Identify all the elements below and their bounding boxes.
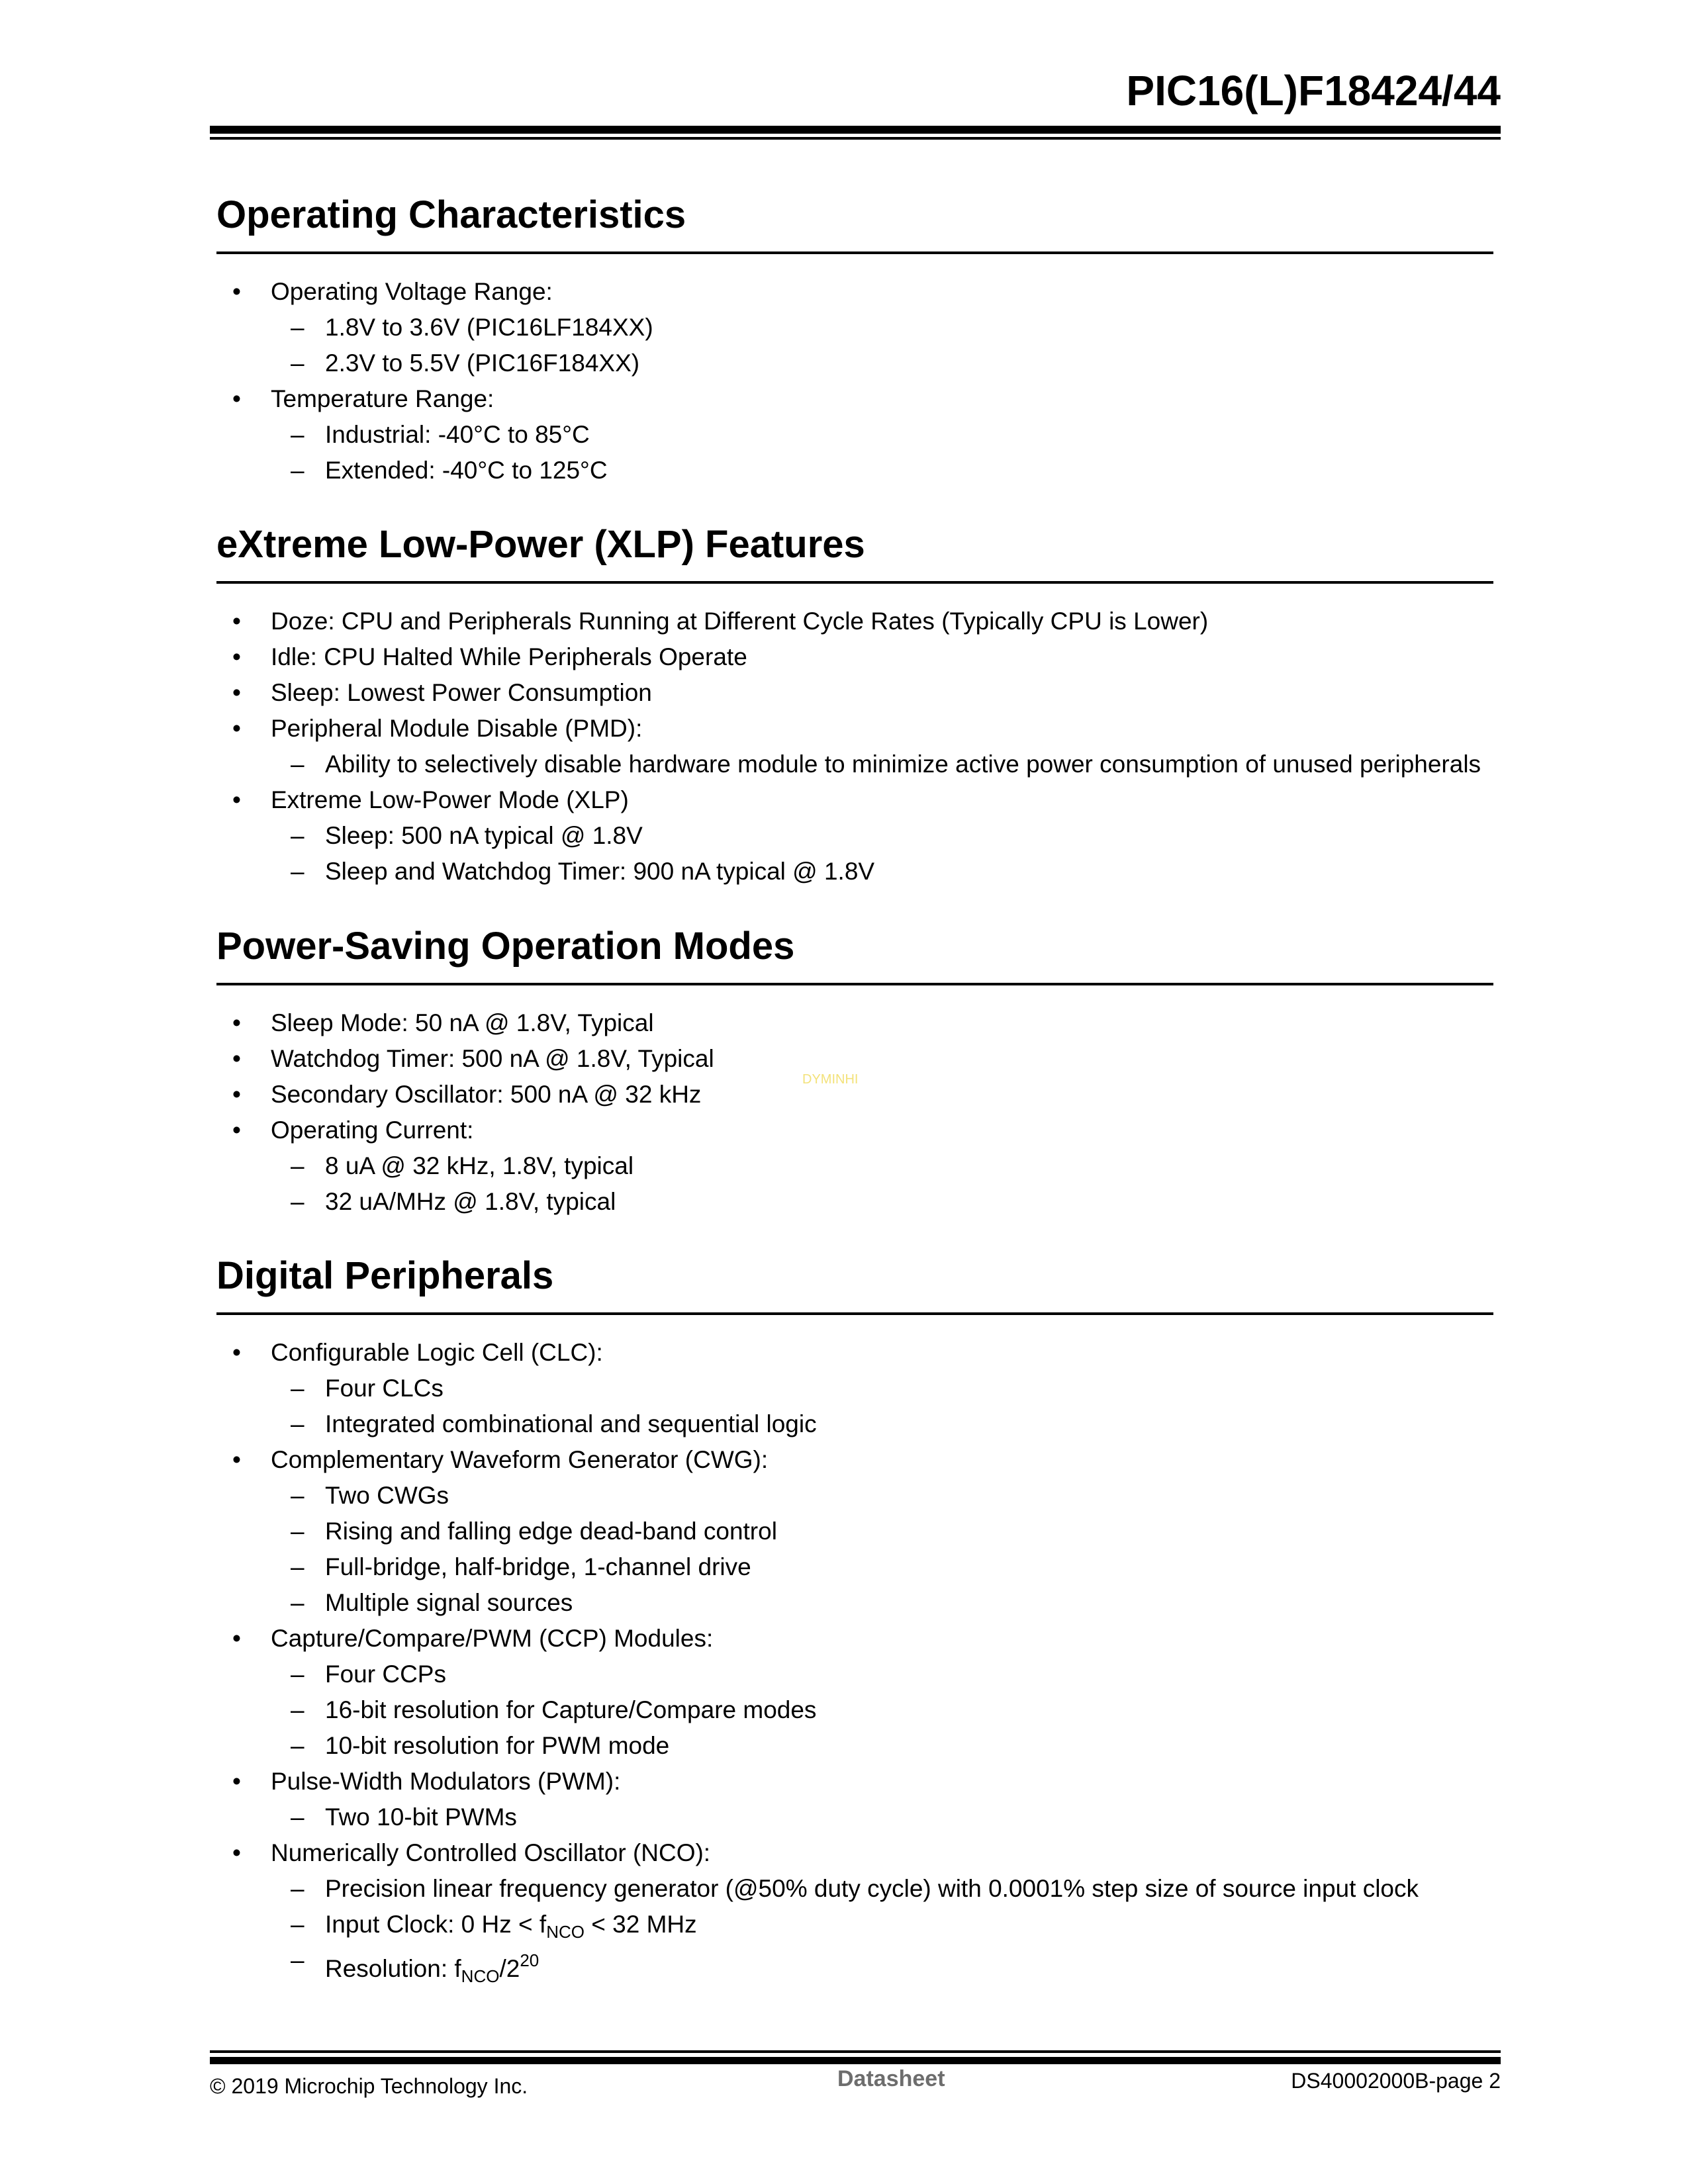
list-item-text: Temperature Range: [271,385,494,412]
section-operating-characteristics [216,192,1493,488]
list-item-text: Rising and falling edge dead-band control [325,1518,777,1545]
list-item-text: Extreme Low-Power Mode (XLP) [271,786,629,813]
list-item-text: Four CCPs [325,1661,446,1688]
list-item [216,1442,1493,1478]
footer-rule-thin [210,2050,1501,2053]
section-title: Digital Peripherals [216,1254,554,1297]
section-rule [216,251,1493,254]
list-item-text: Idle: CPU Halted While Peripherals Operate [271,643,747,670]
list-item [216,711,1493,747]
document-title: PIC16(L)F18424/44 [1126,67,1501,114]
dash-marker: – [291,1188,305,1215]
bullet-marker: • [232,786,241,813]
dash-marker: – [291,1661,305,1688]
dash-marker: – [291,1152,305,1179]
header-rule-thin [210,137,1501,140]
list-subitem [216,453,1493,488]
resolution-prefix: Resolution: f [325,1955,461,1982]
list-item [216,1835,1493,1871]
bullet-marker: • [232,608,241,635]
dash-marker: – [291,1875,305,1902]
bullet-marker: • [232,278,241,305]
dash-marker: – [291,1553,305,1580]
list-item [216,1005,1493,1041]
watermark-text: DYMINHI [802,1072,859,1087]
list-item-text: Two 10-bit PWMs [325,1803,517,1831]
dash-marker: – [291,1518,305,1545]
list-item-text: Integrated combinational and sequential logic [325,1410,817,1437]
header-rule [210,126,1501,134]
input-clock-suffix: < 32 MHz [584,1911,697,1938]
list-subitem [216,1184,1493,1220]
list-item [216,274,1493,310]
section-title: eXtreme Low-Power (XLP) Features [216,523,865,566]
list-item [216,1621,1493,1657]
list-item [216,782,1493,818]
bullet-marker: • [232,1045,241,1072]
list-subitem [216,1406,1493,1442]
footer-copyright: © 2019 Microchip Technology Inc. [210,2074,528,2098]
bullet-marker: • [232,1009,241,1036]
section-rule [216,581,1493,584]
list-item-text: Numerically Controlled Oscillator (NCO): [271,1839,711,1866]
nco-subscript: NCO [461,1966,500,1986]
list-item [216,1041,1493,1077]
list-item-text: Sleep: Lowest Power Consumption [271,679,652,706]
bullet-marker: • [232,643,241,670]
list-item [216,1764,1493,1799]
footer-doc-type: Datasheet [837,2066,945,2091]
list-subitem [216,310,1493,345]
list-item [216,381,1493,417]
section-title: Operating Characteristics [216,193,686,236]
bullet-marker: • [232,1339,241,1366]
list-item-text: 10-bit resolution for PWM mode [325,1732,670,1759]
bullet-marker: • [232,1116,241,1144]
nco-subscript: NCO [546,1922,585,1942]
list-item-text: Watchdog Timer: 500 nA @ 1.8V, Typical [271,1045,714,1072]
dash-marker: – [291,1803,305,1831]
dash-marker: – [291,314,305,341]
list-subitem [216,1478,1493,1514]
list-subitem [216,747,1493,782]
list-item-text: Complementary Waveform Generator (CWG): [271,1446,769,1473]
section-xlp-features [216,522,1493,889]
section-rule [216,1312,1493,1315]
list-subitem [216,854,1493,889]
bullet-list [216,604,1493,889]
resolution-divisor: /2 [499,1955,520,1982]
list-item-text: 2.3V to 5.5V (PIC16F184XX) [325,349,640,377]
bullet-list [216,274,1493,488]
section-digital-peripherals [216,1253,1493,1986]
list-subitem [216,1799,1493,1835]
list-item-text: Operating Voltage Range: [271,278,553,305]
list-subitem [216,1371,1493,1406]
list-item-text: Sleep and Watchdog Timer: 900 nA typical @ 1.8V [325,858,875,885]
list-item-text: Sleep: 500 nA typical @ 1.8V [325,822,643,849]
list-subitem [216,1942,1493,1986]
list-subitem [216,818,1493,854]
list-item [216,675,1493,711]
list-subitem [216,1907,1493,1942]
list-item [216,1335,1493,1371]
list-item-text: Sleep Mode: 50 nA @ 1.8V, Typical [271,1009,654,1036]
dash-marker: – [291,1946,305,1974]
list-item-text: 32 uA/MHz @ 1.8V, typical [325,1188,616,1215]
bullet-marker: • [232,715,241,742]
list-item [216,639,1493,675]
list-subitem [216,1657,1493,1692]
bullet-marker: • [232,1768,241,1795]
list-subitem [216,345,1493,381]
bullet-marker: • [232,1839,241,1866]
list-item-text: 16-bit resolution for Capture/Compare modes [325,1696,817,1723]
dash-marker: – [291,349,305,377]
list-subitem [216,1148,1493,1184]
list-item-text: Multiple signal sources [325,1589,573,1616]
dash-marker: – [291,457,305,484]
dash-marker: – [291,1911,305,1938]
bullet-marker: • [232,1625,241,1652]
list-subitem [216,1871,1493,1907]
dash-marker: – [291,858,305,885]
bullet-list [216,1335,1493,1986]
list-subitem [216,1514,1493,1549]
dash-marker: – [291,1589,305,1616]
section-title: Power-Saving Operation Modes [216,925,795,968]
exponent-superscript: 20 [520,1950,539,1970]
dash-marker: – [291,1696,305,1723]
list-subitem [216,1585,1493,1621]
bullet-marker: • [232,1081,241,1108]
list-item-text: Configurable Logic Cell (CLC): [271,1339,603,1366]
list-item-text: Industrial: -40°C to 85°C [325,421,590,448]
list-item [216,1113,1493,1148]
list-item-text: Secondary Oscillator: 500 nA @ 32 kHz [271,1081,702,1108]
bullet-marker: • [232,1446,241,1473]
list-item-text: Capture/Compare/PWM (CCP) Modules: [271,1625,714,1652]
input-clock-prefix: Input Clock: 0 Hz < f [325,1911,547,1938]
footer-rule [210,2057,1501,2064]
bullet-marker: • [232,679,241,706]
dash-marker: – [291,421,305,448]
list-item-text: Four CLCs [325,1375,444,1402]
dash-marker: – [291,1410,305,1437]
list-item-text: Pulse-Width Modulators (PWM): [271,1768,621,1795]
list-item-text: 8 uA @ 32 kHz, 1.8V, typical [325,1152,634,1179]
list-subitem [216,1549,1493,1585]
dash-marker: – [291,1732,305,1759]
list-item-text: Ability to selectively disable hardware module to minimize active power consumption of unused peripherals [325,751,1481,778]
section-rule [216,983,1493,985]
list-subitem [216,1728,1493,1764]
footer-page-ref: DS40002000B-page 2 [1291,2069,1501,2093]
list-item-text: 1.8V to 3.6V (PIC16LF184XX) [325,314,653,341]
list-item-text: Full-bridge, half-bridge, 1-channel drive [325,1553,751,1580]
list-item-text: Operating Current: [271,1116,474,1144]
list-item [216,604,1493,639]
list-subitem [216,417,1493,453]
list-item-text: Peripheral Module Disable (PMD): [271,715,643,742]
list-subitem [216,1692,1493,1728]
dash-marker: – [291,1375,305,1402]
dash-marker: – [291,822,305,849]
list-item-text: Two CWGs [325,1482,449,1509]
list-item-text: Doze: CPU and Peripherals Running at Different Cycle Rates (Typically CPU is Lower) [271,608,1209,635]
bullet-list [216,1005,1493,1220]
list-item-text: Precision linear frequency generator (@50% duty cycle) with 0.0001% step size of source input clock [325,1875,1419,1902]
bullet-marker: • [232,385,241,412]
section-power-saving-modes [216,923,1493,1220]
list-item-text: Extended: -40°C to 125°C [325,457,608,484]
dash-marker: – [291,1482,305,1509]
dash-marker: – [291,751,305,778]
